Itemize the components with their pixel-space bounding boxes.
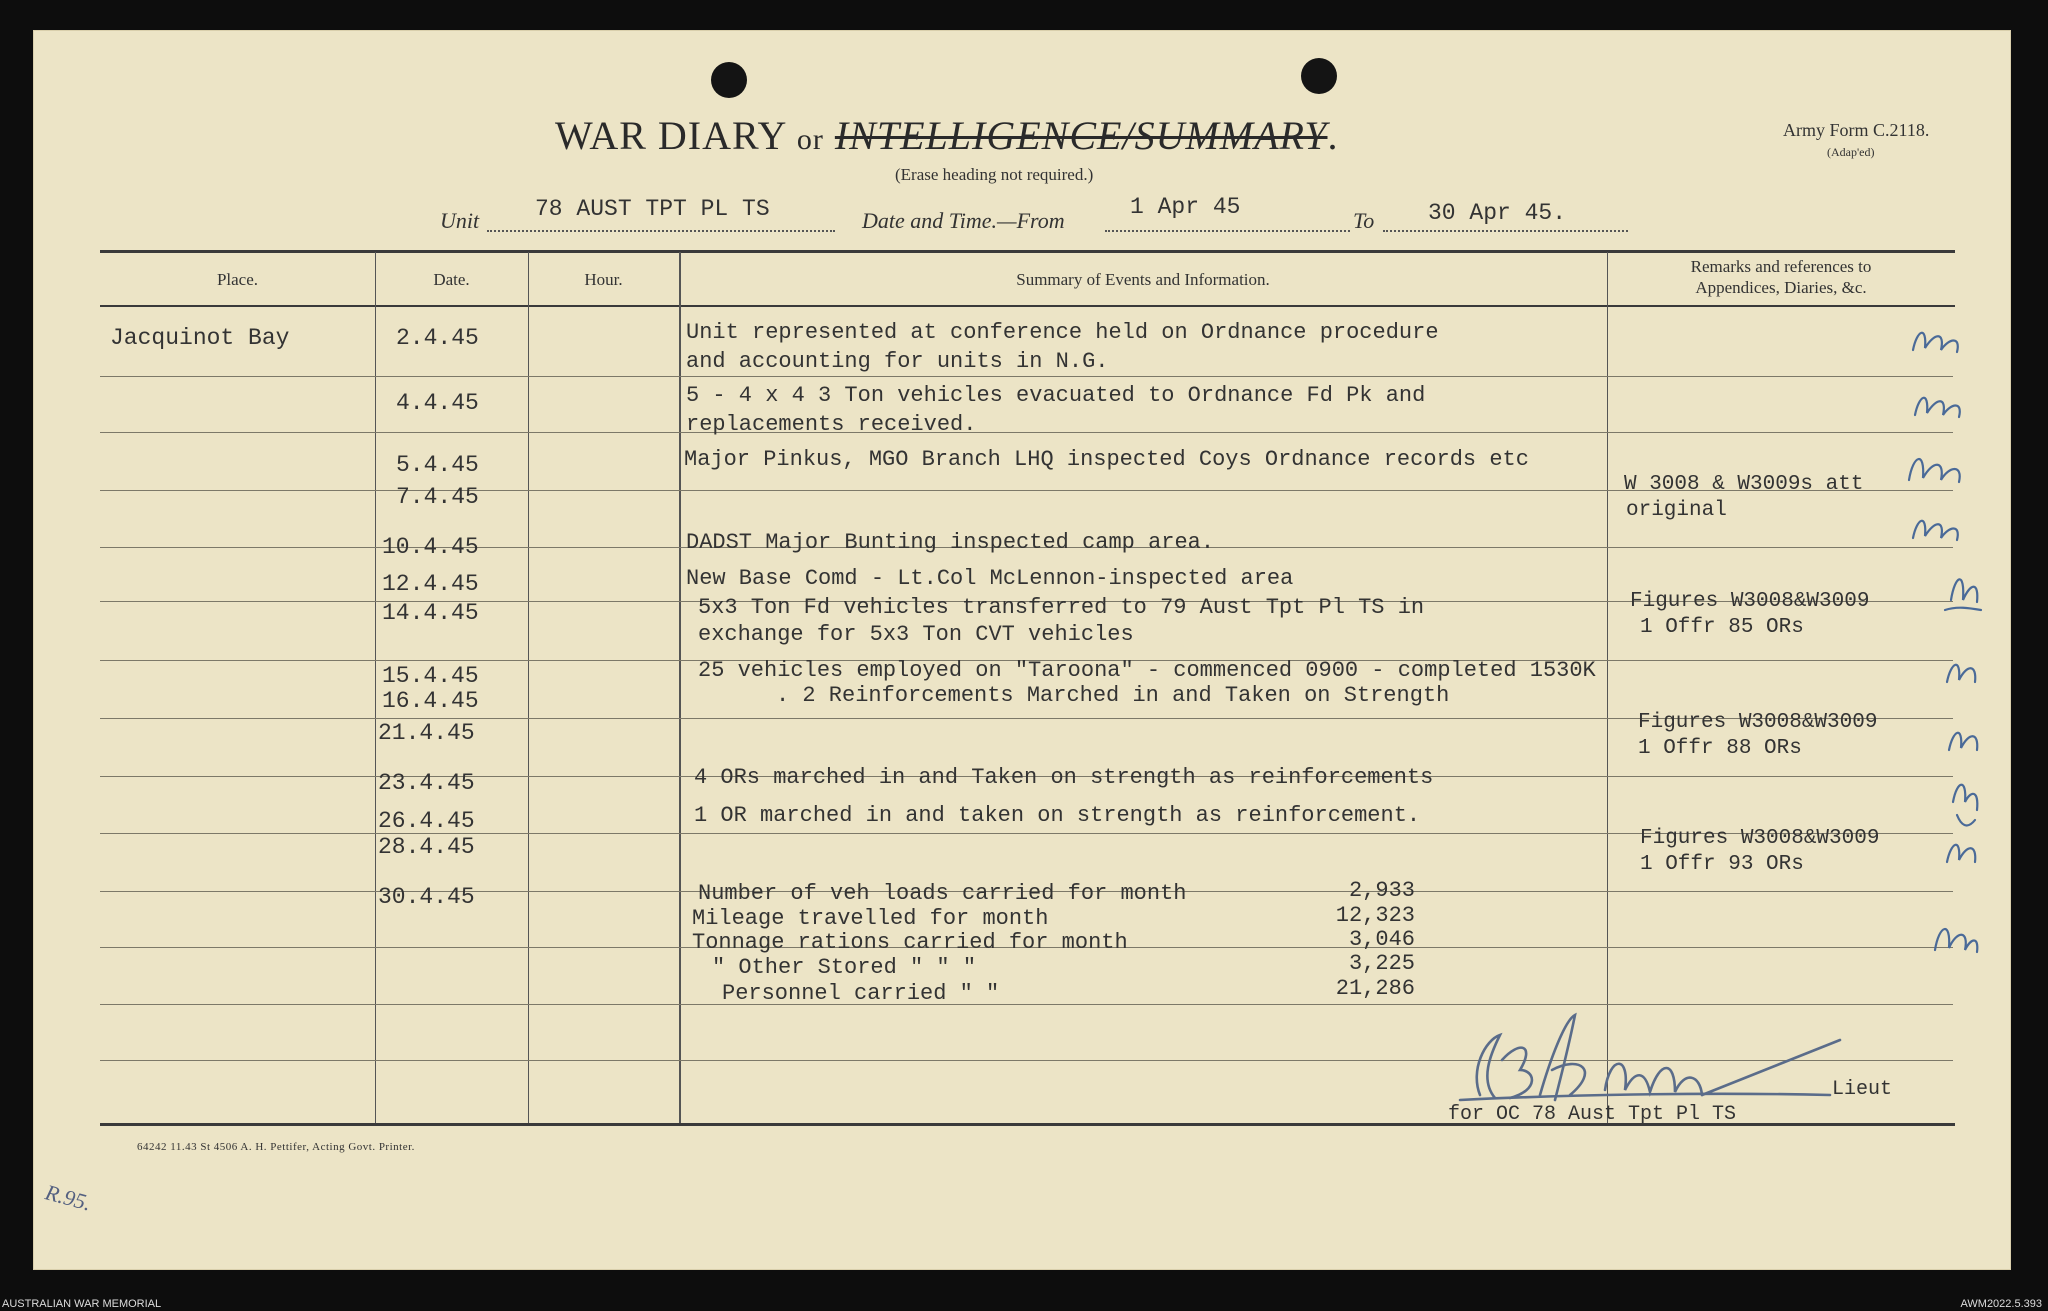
- place-cell: Jacquinot Bay: [110, 325, 290, 351]
- summary-line: 5x3 Ton Fd vehicles transferred to 79 Aust Tpt Pl TS in: [698, 595, 1425, 620]
- initials-mark-icon: [1947, 665, 1975, 682]
- form-title: [555, 112, 1339, 159]
- adapted-note: (Adap'ed): [1827, 145, 1875, 159]
- remark-line: 1 Offr 88 ORs: [1638, 737, 1802, 760]
- signatory-for-line: for OC 78 Aust Tpt Pl TS: [1448, 1103, 1737, 1126]
- remark-line: original: [1626, 499, 1727, 522]
- col-divider: [375, 252, 376, 1123]
- archive-footer-right: AWM2022.5.393: [1960, 1298, 2042, 1310]
- col-divider: [679, 252, 681, 1123]
- initials-mark-icon: [1909, 459, 1960, 482]
- to-dotted-line: [1383, 230, 1628, 232]
- summary-line: and accounting for units in N.G.: [686, 349, 1109, 374]
- date-cell: 2.4.45: [396, 325, 479, 351]
- stat-value: 21,286: [1335, 976, 1415, 1001]
- stat-label: " Other Stored " " ": [712, 955, 977, 980]
- summary-line: 25 vehicles employed on "Taroona" - commenced 0900 - completed 1530K: [698, 658, 1596, 683]
- summary-line: DADST Major Bunting inspected camp area.: [686, 530, 1215, 555]
- initials-marks: [1905, 310, 1985, 990]
- initials-mark-icon: [1913, 333, 1958, 352]
- initials-mark-icon: [1945, 579, 1981, 610]
- remark-line: Figures W3008&W3009: [1640, 827, 1880, 850]
- punch-hole: [1301, 58, 1337, 94]
- col-header-remarks-1: Remarks and references to: [1690, 257, 1872, 276]
- date-cell: 12.4.45: [382, 571, 479, 597]
- col-divider: [1607, 252, 1608, 1123]
- ruled-line: [100, 376, 1953, 377]
- date-cell: 28.4.45: [378, 834, 475, 860]
- summary-line: 4 ORs marched in and Taken on strength as reinforcements: [694, 765, 1434, 790]
- col-header-date: Date.: [433, 270, 470, 289]
- col-divider: [528, 252, 529, 1123]
- summary-line: exchange for 5x3 Ton CVT vehicles: [698, 622, 1134, 647]
- date-cell: 5.4.45: [396, 452, 479, 478]
- title-struck: INTELLIGENCE/SUMMARY: [834, 113, 1328, 158]
- date-cell: 21.4.45: [378, 720, 475, 746]
- stat-label: Mileage travelled for month: [692, 906, 1049, 931]
- summary-line: . 2 Reinforcements Marched in and Taken on Strength: [776, 683, 1450, 708]
- stat-value: 3,046: [1348, 927, 1415, 952]
- col-header-summary: Summary of Events and Information.: [1016, 270, 1270, 289]
- stat-label: Number of veh loads carried for month: [698, 881, 1187, 906]
- date-cell: 4.4.45: [396, 390, 479, 416]
- to-label: To: [1353, 208, 1375, 233]
- signatory-rank: Lieut: [1832, 1078, 1893, 1101]
- remark-line: 1 Offr 85 ORs: [1640, 616, 1804, 639]
- date-cell: 15.4.45: [382, 663, 479, 689]
- date-cell: 23.4.45: [378, 770, 475, 796]
- initials-mark-icon: [1935, 929, 1977, 952]
- date-cell: 14.4.45: [382, 600, 479, 626]
- erase-note: (Erase heading not required.): [895, 165, 1094, 184]
- summary-line: New Base Comd - Lt.Col McLennon-inspected area: [686, 566, 1294, 591]
- remark-line: W 3008 & W3009s att: [1624, 473, 1864, 496]
- ruled-line: [100, 432, 1953, 433]
- title-main: WAR DIARY: [555, 113, 786, 158]
- date-from-value: 1 Apr 45: [1130, 194, 1241, 220]
- initials-mark-icon: [1915, 398, 1960, 417]
- date-cell: 16.4.45: [382, 688, 479, 714]
- initials-mark-icon: [1953, 785, 1977, 826]
- from-dotted-line: [1105, 230, 1350, 232]
- date-to-value: 30 Apr 45.: [1428, 200, 1567, 226]
- stat-label: Tonnage rations carried for month: [692, 930, 1128, 955]
- table-top-rule: [100, 250, 1955, 253]
- pencil-annotation: R.95.: [42, 1179, 95, 1216]
- archive-footer-left: AUSTRALIAN WAR MEMORIAL: [2, 1298, 162, 1310]
- summary-line: Unit represented at conference held on Ordnance procedure: [686, 320, 1439, 345]
- remark-line: Figures W3008&W3009: [1630, 590, 1870, 613]
- date-cell: 30.4.45: [378, 884, 475, 910]
- printer-imprint: 64242 11.43 St 4506 A. H. Pettifer, Acting Govt. Printer.: [137, 1141, 415, 1153]
- stat-value: 2,933: [1348, 878, 1415, 903]
- initials-mark-icon: [1913, 521, 1958, 540]
- date-time-label: Date and Time.—From: [862, 208, 1065, 233]
- date-cell: 10.4.45: [382, 534, 479, 560]
- initials-mark-icon: [1949, 733, 1977, 750]
- title-period: .: [1327, 113, 1339, 158]
- stat-value: 12,323: [1335, 903, 1415, 928]
- date-cell: 26.4.45: [378, 808, 475, 834]
- stat-label: Personnel carried " ": [722, 981, 1000, 1006]
- summary-line: 5 - 4 x 4 3 Ton vehicles evacuated to Ordnance Fd Pk and: [686, 383, 1426, 408]
- stat-value: 3,225: [1348, 951, 1415, 976]
- col-header-hour: Hour.: [584, 270, 623, 289]
- remark-line: Figures W3008&W3009: [1638, 711, 1878, 734]
- summary-line: Major Pinkus, MGO Branch LHQ inspected Coys Ordnance records etc: [684, 447, 1529, 472]
- title-or: or: [796, 123, 824, 156]
- col-header-remarks-2: Appendices, Diaries, &c.: [1695, 278, 1867, 297]
- initials-mark-icon: [1947, 845, 1975, 862]
- unit-value: 78 AUST TPT PL TS: [535, 196, 770, 222]
- unit-label: Unit: [440, 208, 480, 233]
- remark-line: 1 Offr 93 ORs: [1640, 853, 1804, 876]
- unit-dotted-line: [487, 230, 835, 232]
- col-header-place: Place.: [216, 270, 259, 289]
- summary-line: replacements received.: [686, 412, 977, 437]
- header-bottom-rule: [100, 305, 1955, 307]
- date-cell: 7.4.45: [396, 484, 479, 510]
- summary-line: 1 OR marched in and taken on strength as reinforcement.: [694, 803, 1421, 828]
- punch-hole: [711, 62, 747, 98]
- officer-signature: [1440, 1000, 1900, 1120]
- army-form-number: Army Form C.2118.: [1783, 120, 1930, 140]
